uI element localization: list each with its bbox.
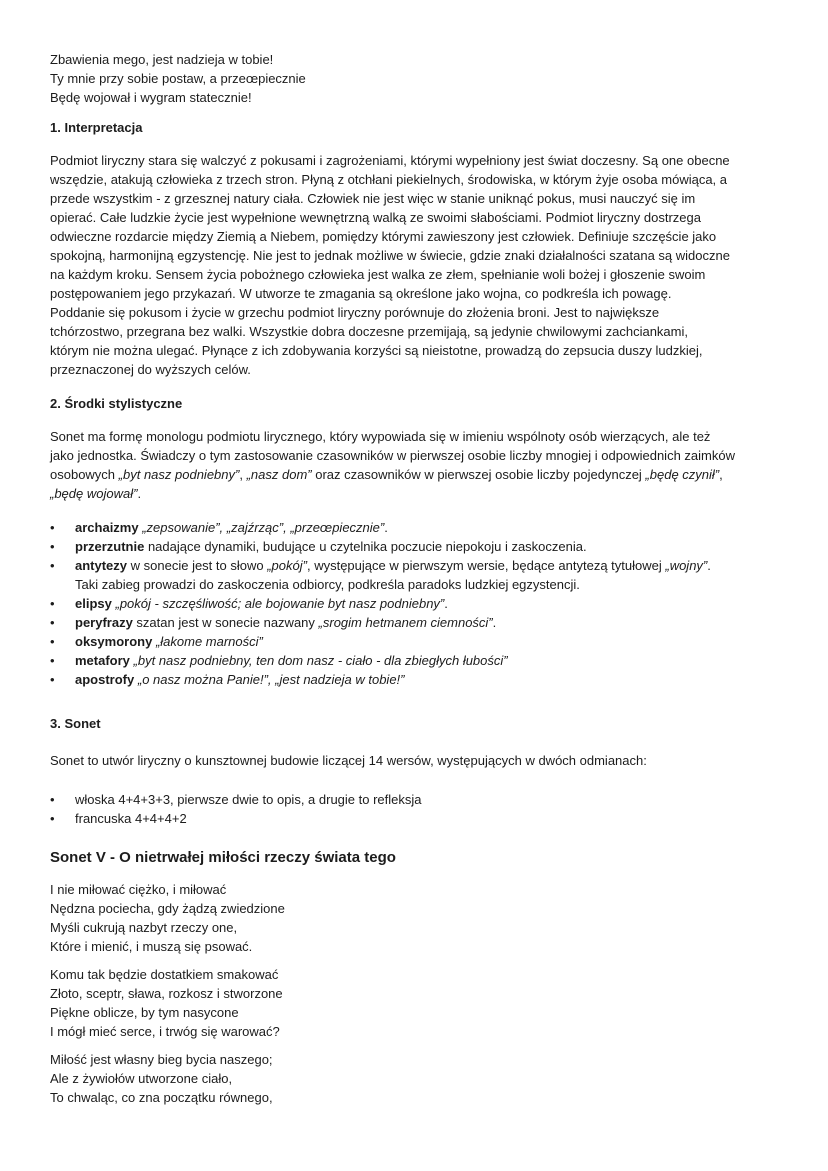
bullet-icon: • [50, 634, 55, 649]
verse-line: Zbawienia mego, jest nadzieja w tobie! [50, 52, 274, 67]
verse-line: Piękne oblicze, by tym nasycone [50, 1005, 239, 1020]
list-item [50, 809, 786, 828]
list-item [50, 613, 786, 632]
term: przerzutnie [75, 539, 145, 554]
text-run: francuska 4+4+4+2 [75, 811, 187, 826]
list-item [50, 651, 786, 670]
bullet-icon: • [50, 792, 55, 807]
text-run: nadające dynamiki, budujące u czytelnika poczucie niepokoju i zaskoczenia. [144, 539, 587, 554]
bullet-icon: • [50, 520, 55, 535]
section-heading: 1. Interpretacja [50, 120, 143, 135]
list-item [50, 556, 786, 594]
poem-title: Sonet V - O nietrwałej miłości rzeczy świata tego [50, 849, 396, 866]
verse-line: Miłość jest własny bieg bycia naszego; [50, 1052, 273, 1067]
verse-line: Będę wojował i wygram statecznie! [50, 90, 252, 105]
bullet-icon: • [50, 615, 55, 630]
stanza [50, 1050, 786, 1107]
paragraph-line: wszędzie, atakują człowieka z trzech stron. Płyną z otchłani piekielnych, środowiska, w którym żyje osoba mówiąca, a [50, 172, 728, 187]
paragraph-line: przeznaczonej do wyższych celów. [50, 362, 251, 377]
bullet-icon: • [50, 558, 55, 573]
text-run: . [137, 486, 142, 501]
paragraph-line: postępowaniem jego przykazań. W utworze te zmagania są określone jako wojna, co podkreśla ich powagę. [50, 286, 672, 301]
stylistic-list [50, 518, 786, 689]
bullet-icon: • [50, 596, 55, 611]
text-run: osobowych [50, 467, 119, 482]
paragraph-line [50, 465, 786, 484]
section-heading: 2. Środki stylistyczne [50, 396, 183, 411]
bullet-icon: • [50, 539, 55, 554]
quote: „srogim hetmanem ciemności” [318, 615, 493, 630]
verse-line: Myśli cukrują nazbyt rzeczy one, [50, 920, 238, 935]
text-run: szatan jest w sonecie nazwany [132, 615, 319, 630]
quote: „byt nasz podniebny, ten dom nasz - ciało - dla zbiegłych łubości” [133, 653, 508, 668]
poem-body [50, 880, 786, 1116]
quote: „łakome marności” [155, 634, 263, 649]
quote: „będę wojował” [50, 486, 138, 501]
intro-verse [50, 50, 786, 107]
stanza [50, 880, 786, 956]
list-item [50, 537, 786, 556]
quote: „pokój - szczęśliwość; ale bojowanie byt nasz podniebny” [115, 596, 445, 611]
paragraph-line: Sonet to utwór liryczny o kunsztownej budowie liczącej 14 wersów, występujących w dwóch odmianach: [50, 753, 647, 768]
text-run: . [384, 520, 388, 535]
text-run: . [707, 558, 711, 573]
quote: „byt nasz podniebny” [118, 467, 240, 482]
paragraph-line: opierać. Całe ludzkie życie jest wypełnione wewnętrzną walką ze swoimi słabościami. Podmiot liryczny dostrzega [50, 210, 701, 225]
paragraph-line [50, 484, 786, 503]
verse-line: I nie miłować ciężko, i miłować [50, 882, 227, 897]
term: elipsy [75, 596, 112, 611]
term: antytezy [75, 558, 128, 573]
term: peryfrazy [75, 615, 133, 630]
text-run: , występujące w pierwszym wersie, będące antytezą tytułowej [306, 558, 666, 573]
verse-line: Ty mnie przy sobie postaw, a przeœpiecznie [50, 71, 306, 86]
paragraph-line: Podmiot liryczny stara się walczyć z pokusami i zagrożeniami, którymi wypełniony jest świat doczesny. Są one obecne [50, 153, 730, 168]
quote: „będę czynił” [645, 467, 720, 482]
paragraph-line: spokojną, harmonijną egzystencję. Nie jest to jednak możliwe w świecie, gdzie znaki działalności szatana są widoczne [50, 248, 730, 263]
text-run: włoska 4+4+3+3, pierwsze dwie to opis, a drugie to refleksja [75, 792, 422, 807]
verse-line: Które i mienić, i muszą się psować. [50, 939, 253, 954]
text-run: Taki zabieg prowadzi do zaskoczenia odbiorcy, podkreśla paradoks ludzkiej egzystencji. [75, 577, 580, 592]
list-item [50, 632, 786, 651]
paragraph-line: którym nie można ulegać. Płynące z ich zdobywania korzyści są nieistotne, prowadzą do zepsucia duszy ludzkiej, [50, 343, 703, 358]
verse-line: I mógł mieć serce, i trwóg się warować? [50, 1024, 280, 1039]
text-run: w sonecie jest to słowo [127, 558, 268, 573]
section-heading: 3. Sonet [50, 716, 101, 731]
quote: „nasz dom” [246, 467, 312, 482]
list-item [50, 790, 786, 809]
section-interpretation [50, 118, 786, 137]
sonnet-paragraph [50, 751, 786, 770]
bullet-icon: • [50, 811, 55, 826]
term: archaizmy [75, 520, 139, 535]
paragraph-line: odwieczne rozdarcie między Ziemią a Niebem, pomiędzy którymi zawieszony jest człowiek. Definiuje szczęście jako [50, 229, 717, 244]
quote: „zepsowanie”, „zajźrząc”, „przeœpiecznie” [142, 520, 385, 535]
bullet-icon: • [50, 653, 55, 668]
verse-line: To chwaląc, co zna początku równego, [50, 1090, 273, 1105]
sonnet-forms-list [50, 790, 786, 828]
term: apostrofy [75, 672, 135, 687]
paragraph-line: tchórzostwo, przegrana bez walki. Wszystkie dobra doczesne przemijają, są jedynie chwilowymi zachciankami, [50, 324, 688, 339]
verse-line: Nędzna pociecha, gdy żądzą zwiedzione [50, 901, 285, 916]
text-run: , [719, 467, 723, 482]
verse-line: Komu tak będzie dostatkiem smakować [50, 967, 279, 982]
paragraph-line: jako jednostka. Świadczy o tym zastosowanie czasowników w pierwszej osobie liczby mnogiej i odpowiednich zaimków [50, 448, 735, 463]
text-run: . [444, 596, 448, 611]
poem-title-block [50, 848, 786, 868]
paragraph-line: Poddanie się pokusom i życie w grzechu podmiot liryczny porównuje do złożenia broni. Jest to największe [50, 305, 660, 320]
quote: „pokój” [267, 558, 307, 573]
term: metafory [75, 653, 130, 668]
list-item [50, 670, 786, 689]
list-item [50, 518, 786, 537]
quote: „wojny” [665, 558, 708, 573]
verse-line: Ale z żywiołów utworzone ciało, [50, 1071, 233, 1086]
quote: „o nasz można Panie!”, „jest nadzieja w tobie!” [137, 672, 405, 687]
stylistic-paragraph [50, 427, 786, 503]
list-item [50, 594, 786, 613]
stanza [50, 965, 786, 1041]
section-sonnet [50, 714, 786, 733]
section-stylistic [50, 394, 786, 413]
text-run: . [492, 615, 497, 630]
text-run: , [239, 467, 247, 482]
interpretation-paragraph [50, 151, 786, 379]
bullet-icon: • [50, 672, 55, 687]
paragraph-line: na każdym kroku. Sensem życia pobożnego człowieka jest walka ze złem, spełnianie woli bożej i głoszenie swoim [50, 267, 706, 282]
term: oksymorony [75, 634, 153, 649]
verse-line: Złoto, sceptr, sława, rozkosz i stworzone [50, 986, 283, 1001]
paragraph-line: przede wszystkim - z grzesznej natury ciała. Człowiek nie jest więc w stanie uniknąć pokus, musi nauczyć się im [50, 191, 696, 206]
text-run: oraz czasowników w pierwszej osobie liczby pojedynczej [311, 467, 646, 482]
paragraph-line: Sonet ma formę monologu podmiotu lirycznego, który wypowiada się w imieniu wspólnoty osób wierzących, ale też [50, 429, 711, 444]
